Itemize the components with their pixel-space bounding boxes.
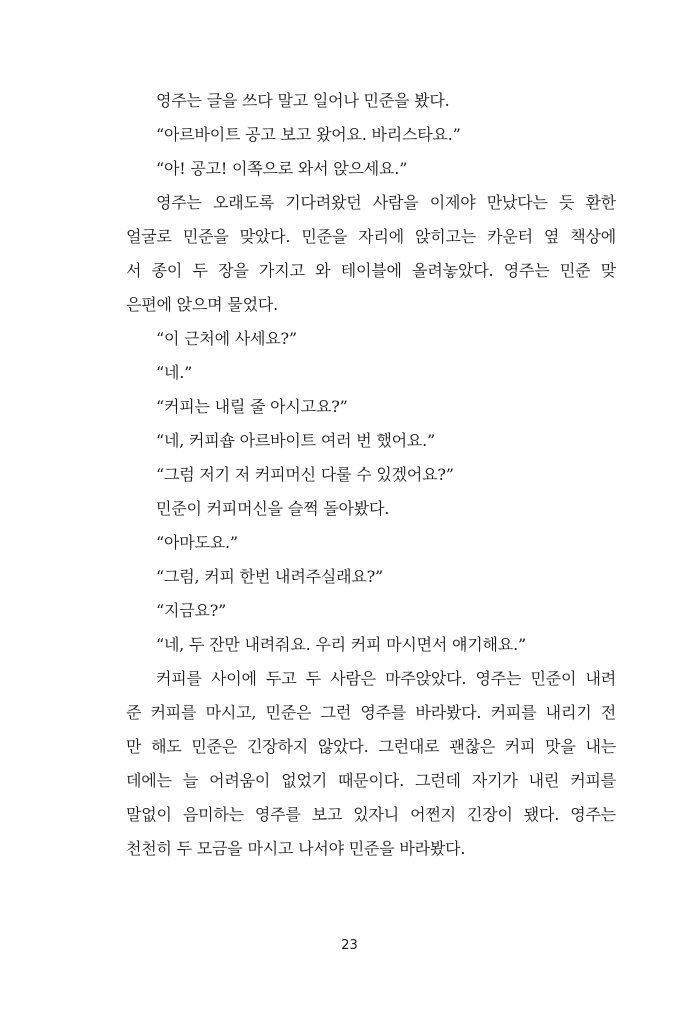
text-line: 커피를 사이에 두고 두 사람은 마주앉았다. 영주는 민준이 내려: [156, 669, 616, 688]
text-line: 데에는 늘 어려움이 없었기 때문이다. 그런데 자기가 내린 커피를: [126, 771, 616, 790]
text-line: “그럼, 커피 한번 내려주실래요?”: [156, 567, 383, 586]
text-line: “커피는 내릴 줄 아시고요?”: [156, 397, 348, 416]
page-number: 23: [341, 938, 358, 953]
text-line: 영주는 글을 쓰다 말고 일어나 민준을 봤다.: [156, 91, 450, 110]
text-line: “네, 커피숍 아르바이트 여러 번 했어요.”: [156, 431, 436, 450]
text-line: “아! 공고! 이쪽으로 와서 앉으세요.”: [156, 159, 408, 178]
text-line: 얼굴로 민준을 맞았다. 민준을 자리에 앉히고는 카운터 옆 책상에: [126, 227, 616, 246]
text-line: 천천히 두 모금을 마시고 나서야 민준을 바라봤다.: [126, 839, 466, 858]
text-line: “이 근처에 사세요?”: [156, 329, 297, 348]
text-line: 준 커피를 마시고, 민준은 그런 영주를 바라봤다. 커피를 내리기 전: [126, 703, 616, 722]
text-line: “아르바이트 공고 보고 왔어요. 바리스타요.”: [156, 125, 461, 144]
text-line: “네.”: [156, 363, 193, 382]
text-line: 은편에 앉으며 물었다.: [126, 295, 278, 314]
text-line: 민준이 커피머신을 슬쩍 돌아봤다.: [156, 499, 390, 518]
text-line: “네, 두 잔만 내려줘요. 우리 커피 마시면서 얘기해요.”: [156, 635, 526, 654]
text-line: “그럼 저기 저 커피머신 다룰 수 있겠어요?”: [156, 465, 454, 484]
text-line: 말없이 음미하는 영주를 보고 있자니 어쩐지 긴장이 됐다. 영주는: [126, 805, 616, 824]
text-line: 만 해도 민준은 긴장하지 않았다. 그런대로 괜찮은 커피 맛을 내는: [126, 737, 616, 756]
text-line: “아마도요.”: [156, 533, 238, 552]
text-line: 영주는 오래도록 기다려왔던 사람을 이제야 만났다는 듯 환한: [156, 193, 616, 212]
body-text: [126, 84, 616, 866]
text-line: 서 종이 두 장을 가지고 와 테이블에 올려놓았다. 영주는 민준 맞: [126, 261, 616, 280]
text-line: “지금요?”: [156, 601, 227, 620]
